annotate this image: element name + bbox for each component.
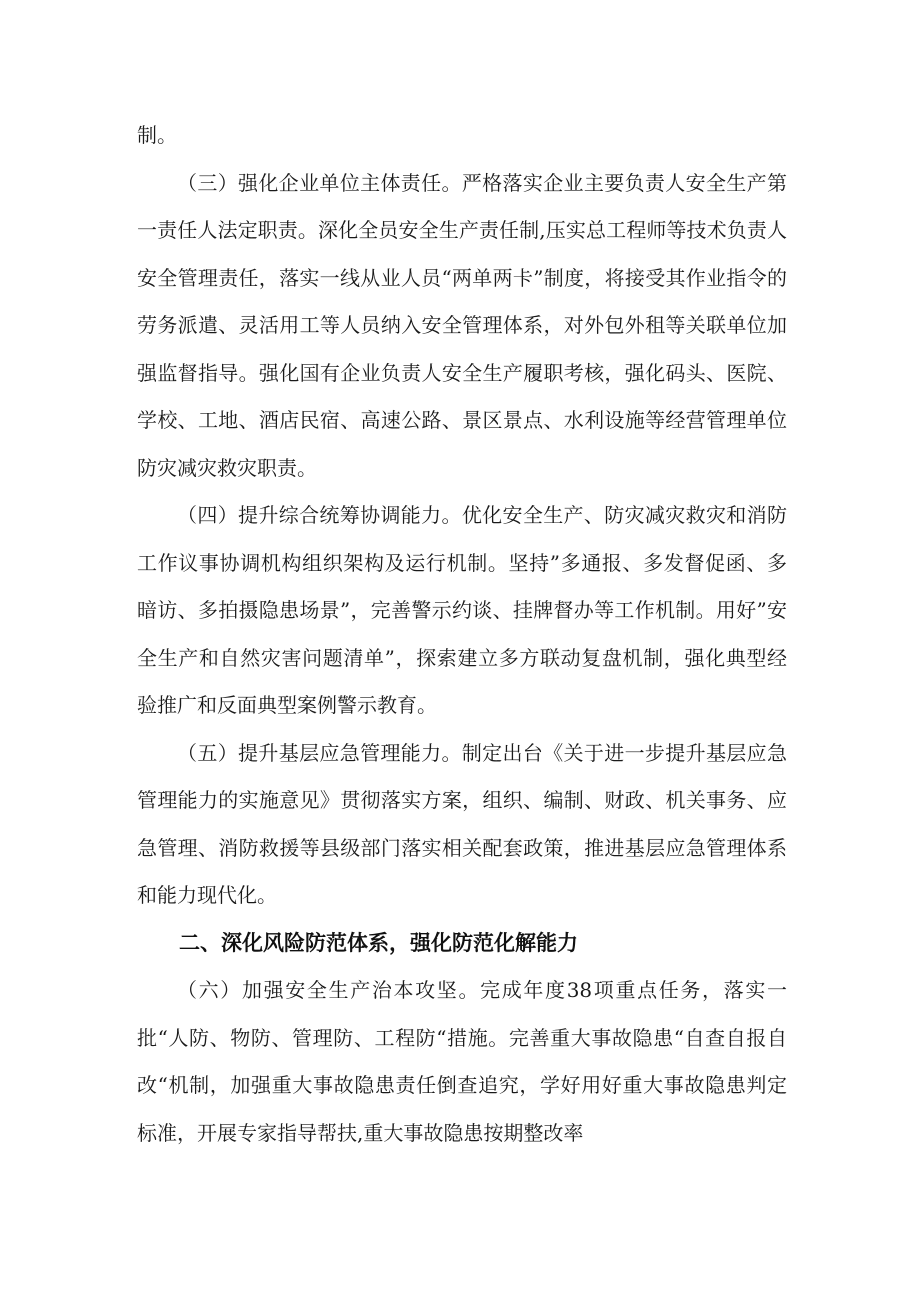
document-body — [137, 112, 787, 1157]
paragraph-section-3: （三）强化企业单位主体责任。严格落实企业主要负责人安全生产第一责任人法定职责。深化全员安全生产责任制,压实总工程师等技术负责人安全管理责任，落实一线从业人员“两单两卡”制度，将接受其作业指令的劳务派遣、灵活用工等人员纳入安全管理体系，对外包外租等关联单位加强监督指导。强化国有企业负责人安全生产履职考核，强化码头、医院、学校、工地、酒店民宿、高速公路、景区景点、水利设施等经营管理单位防灾减灾救灾职责。 — [137, 170, 787, 480]
paragraph-section-5: （五）提升基层应急管理能力。制定出台《关于进一步提升基层应急管理能力的实施意见》贯彻落实方案，组织、编制、财政、机关事务、应急管理、消防救援等县级部门落实相关配套政策，推进基层应急管理体系和能力现代化。 — [137, 740, 787, 907]
section-heading-2: 二、深化风险防范体系，强化防范化解能力 — [179, 930, 578, 955]
paragraph-continuation: 制。 — [137, 123, 177, 147]
paragraph-section-4: （四）提升综合统筹协调能力。优化安全生产、防灾减灾救灾和消防工作议事协调机构组织架构及运行机制。坚持”多通报、多发督促函、多暗访、多拍摄隐患场景”，完善警示约谈、挂牌督办等工作机制。用好”安全生产和自然灾害问题清单”，探索建立多方联动复盘机制，强化典型经验推广和反面典型案例警示教育。 — [137, 503, 787, 717]
paragraph-section-6: （六）加强安全生产治本攻坚。完成年度38项重点任务，落实一批“人防、物防、管理防、工程防“措施。完善重大事故隐患“自查自报自改“机制，加强重大事故隐患责任倒查追究，学好用好重大事故隐患判定标准，开展专家指导帮扶,重大事故隐患按期整改率 — [137, 978, 787, 1145]
